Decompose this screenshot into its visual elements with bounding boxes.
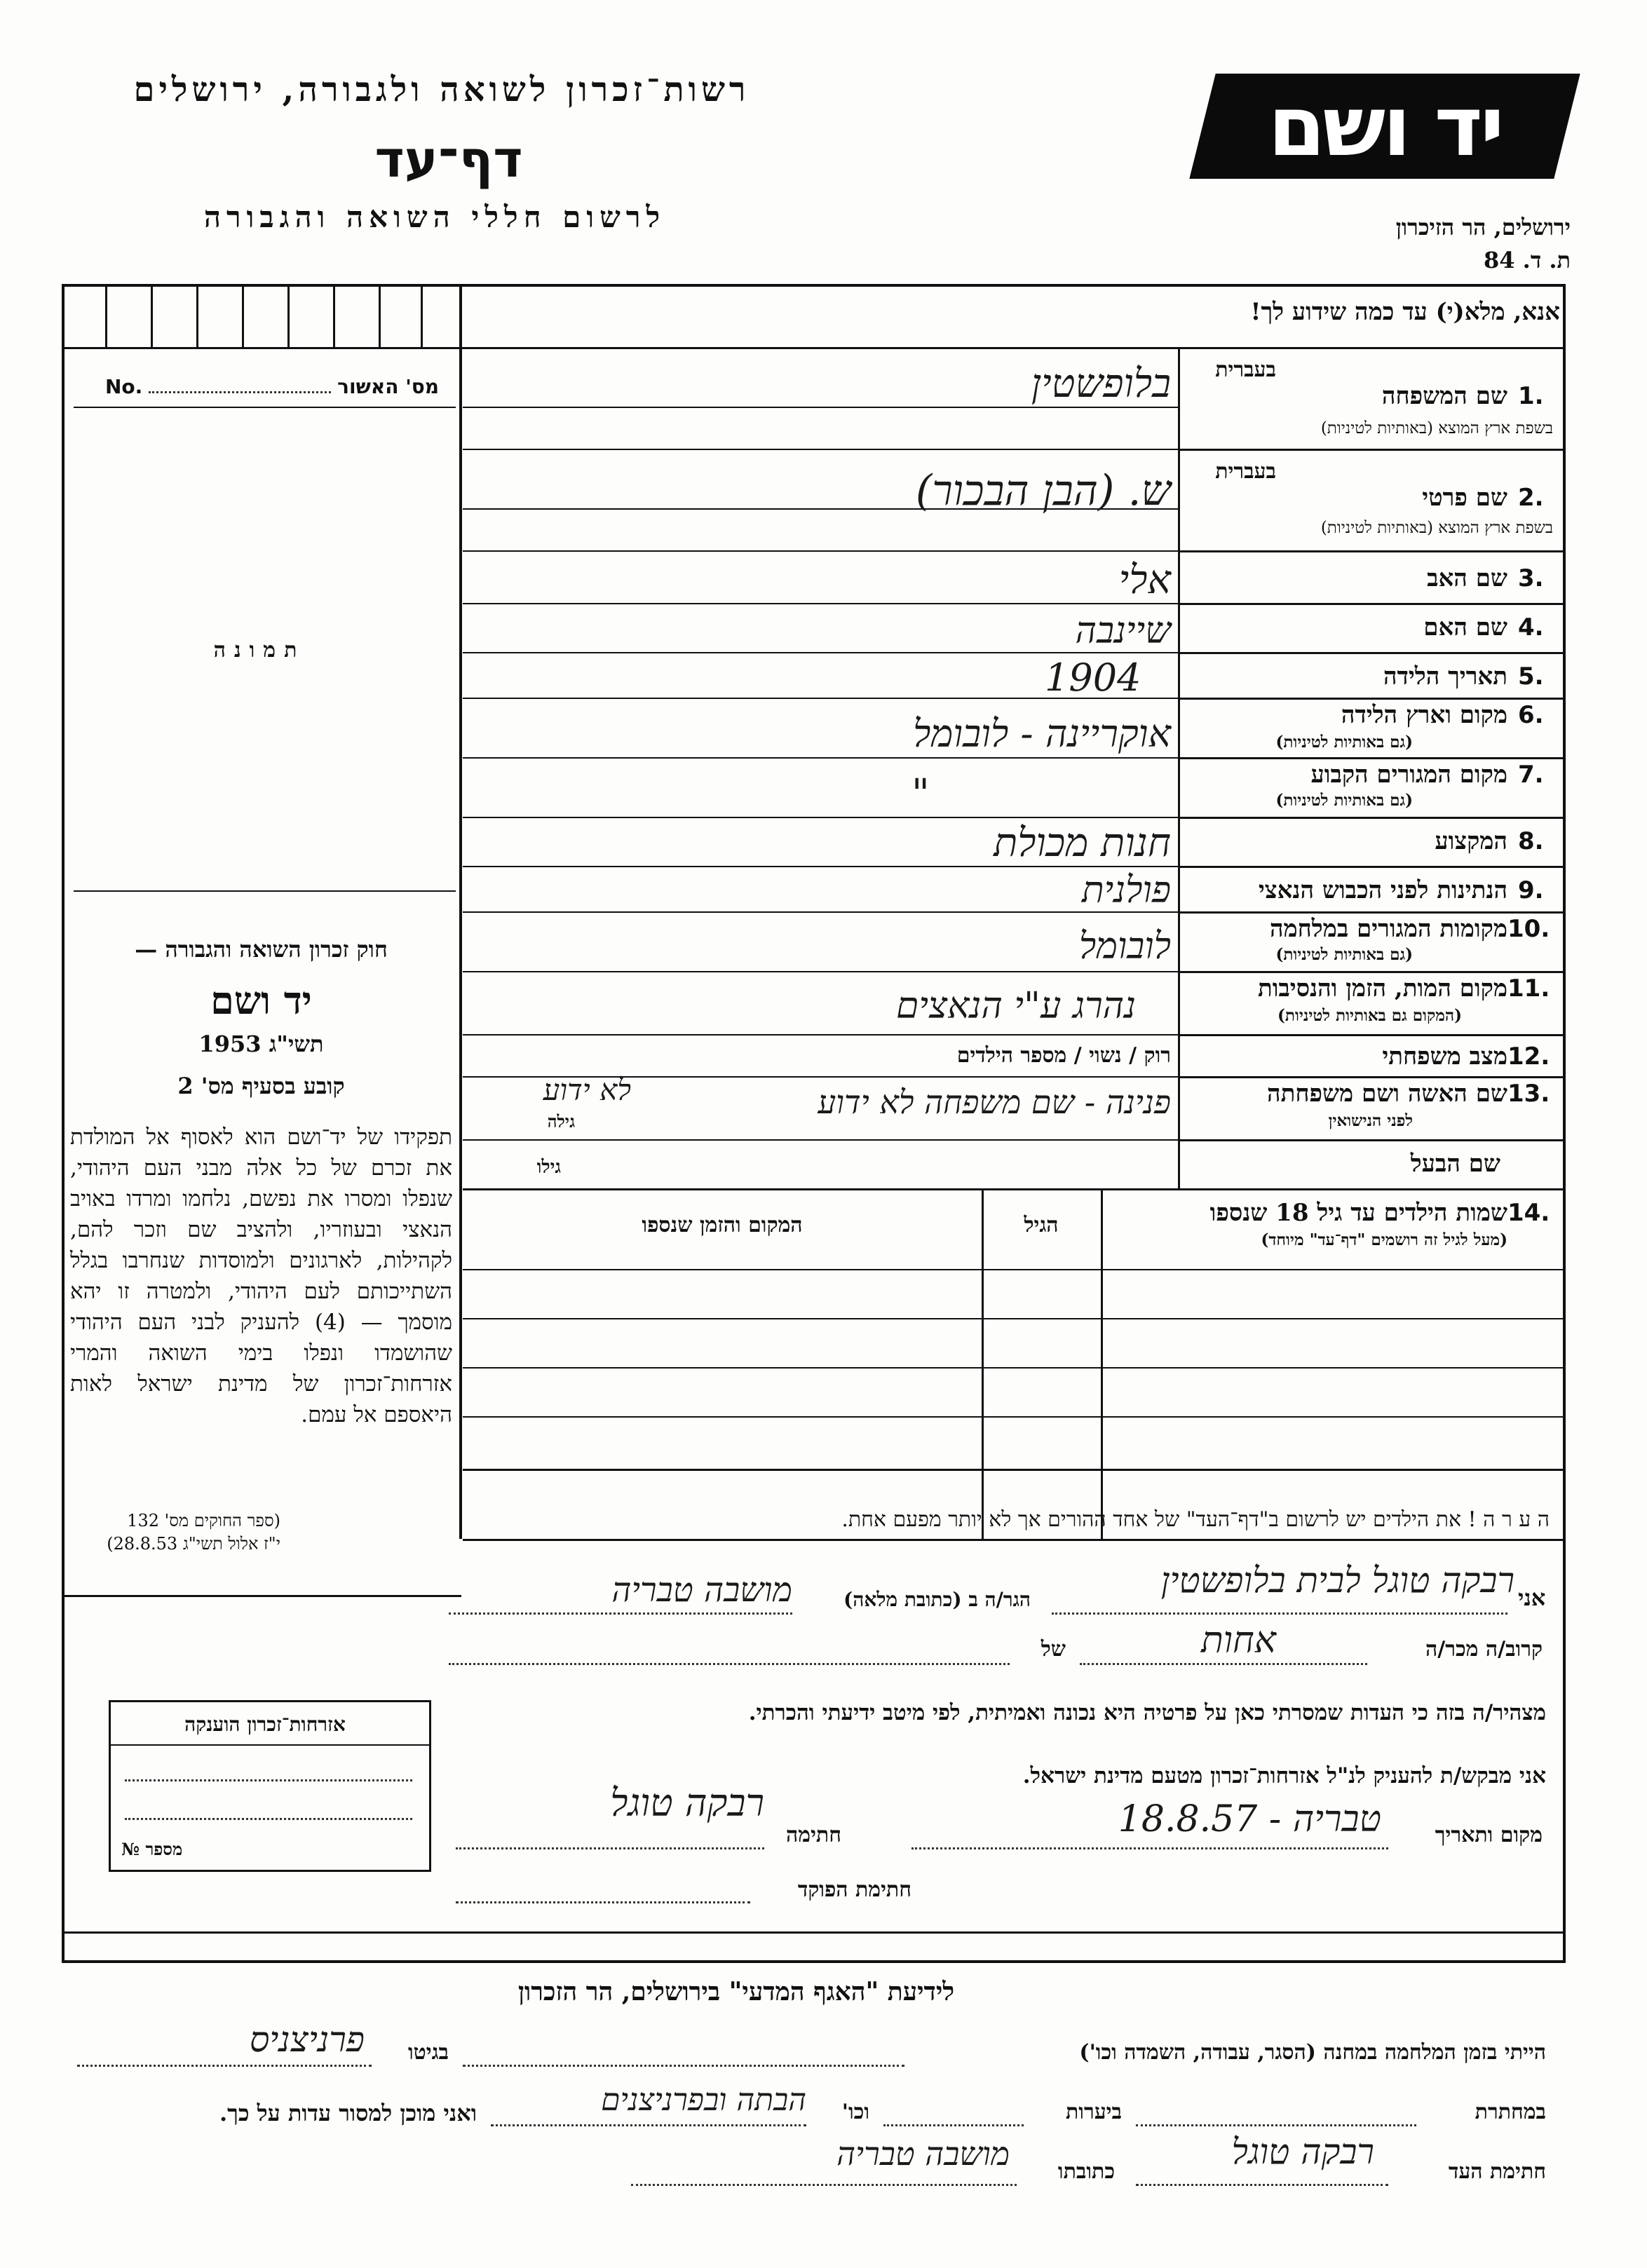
field-2-num: 2. — [1518, 484, 1544, 512]
field-1-title: שם המשפחה — [1381, 382, 1507, 410]
field-8-value[interactable]: חנות מכולת — [994, 820, 1171, 866]
instruction-text: אנא, מלא(י) עד כמה שידוע לך! — [1250, 298, 1560, 326]
field-10-sub: (גם באותיות לטיניות) — [1275, 945, 1413, 964]
bottom-ghetto-label: בגיטו — [407, 2040, 449, 2065]
field-4-value[interactable]: שיינבה — [1075, 610, 1171, 652]
law-line-2: יד ושם — [210, 978, 312, 1023]
declaration-place-date-value[interactable]: טבריה - 18.8.57 — [1118, 1798, 1381, 1840]
field-13-num: 13. — [1507, 1080, 1550, 1108]
law-line-1: חוק זכרון השואה והגבורה — — [135, 936, 388, 963]
declaration-address-value[interactable]: מושבה טבריה — [611, 1570, 792, 1610]
bottom-etc-value[interactable]: הבתה ובפרניצנים — [601, 2082, 806, 2118]
field-13-age-value[interactable]: לא ידוע — [543, 1073, 631, 1107]
field-2-value[interactable]: ש. (הבן הבכור) — [915, 466, 1171, 515]
field-1-sub: בשפת ארץ המוצא (באותיות לטיניות) — [1320, 419, 1553, 437]
field-11-sub: (המקום גם באותיות לטיניות) — [1277, 1006, 1462, 1025]
citizenship-number-label: מספר № — [121, 1839, 183, 1859]
bottom-witness-sig-label: חתימת העד — [1448, 2159, 1546, 2184]
field-3-value[interactable]: אלי — [1118, 557, 1171, 603]
bottom-partisans-label: במחתרת — [1475, 2100, 1546, 2124]
children-sub: (מעל לגיל זה רושמים "דף־עד" מיוחד) — [1261, 1230, 1507, 1249]
field-11-title: מקום המות, הזמן והנסיבות — [1257, 975, 1507, 1003]
reg-no-label-latin: No. — [105, 375, 143, 398]
field-2-lang: בעברית — [1215, 459, 1276, 484]
address-line-2: ת. ד. 84 — [1484, 247, 1571, 273]
declaration-relation-value[interactable]: אחות — [1201, 1619, 1276, 1662]
field-5-num: 5. — [1518, 663, 1544, 691]
bottom-forests-label: ביערות — [1065, 2100, 1122, 2124]
field-10-num: 10. — [1507, 915, 1550, 943]
field-11-num: 11. — [1507, 975, 1550, 1003]
law-body: תפקידו של יד־ושם הוא לאסוף אל המולדת את זכרם של כל אלה מבני העם היהודי, שנפלו ומסרו את נפשם, נלחמו ומרדו באויב הנאצי ובעוזריו, ולהציב שם וזכר להם, לקהילות, לארגונים ולמוסדות שנחרבו בגלל השתייכותם לעם היהודי, ולמטרה זו יהא מוסמך — (4) להעניק לבני העם היהודי שהושמדו ונפלו בימי השואה והמרי אזרחות־זכרון של מדינת ישראל לאות היאספם אל עמם. — [70, 1125, 452, 1427]
reg-no — [105, 375, 449, 398]
field-3-num: 3. — [1518, 564, 1544, 592]
declaration-request: אני מבקש/ת להעניק לנ"ל אזרחות־זכרון מטעם מדינת ישראל. — [1022, 1763, 1546, 1788]
yad-vashem-logo — [1189, 74, 1580, 179]
field-7-title: מקום המגורים הקבוע — [1310, 761, 1507, 789]
bottom-witness-sig-value[interactable]: רבקה טוגל — [1231, 2131, 1374, 2172]
officer-sign-label: חתימת הפוקד — [797, 1877, 911, 1902]
field-5-value[interactable]: 1904 — [1045, 656, 1141, 700]
logo-text: יד ושם — [1268, 78, 1502, 175]
citizenship-box-title: אזרחות־זכרון הוענקה — [184, 1713, 346, 1736]
children-note: ה ע ר ה ! את הילדים יש לרשום ב"דף־העד" של אחד ההורים אך לא יותר מפעם אחת. — [841, 1507, 1550, 1532]
field-3-title: שם האב — [1427, 564, 1507, 592]
citizenship-box — [109, 1700, 431, 1872]
bottom-address-label: כתובתו — [1057, 2159, 1115, 2184]
field-2-title: שם פרטי — [1422, 484, 1507, 512]
field-4-title: שם האם — [1423, 613, 1507, 641]
declaration-relation-label: קרוב/ה מכר/ה — [1425, 1637, 1543, 1662]
field-12-title: מצב משפחתי — [1382, 1043, 1507, 1071]
declaration-gar-label: הגר/ה ב (כתובת מלאה) — [843, 1588, 1031, 1611]
address-line-1: ירושלים, הר הזיכרון — [1395, 214, 1571, 240]
field-7-sub: (גם באותיות לטיניות) — [1275, 791, 1413, 810]
field-6-num: 6. — [1518, 701, 1544, 729]
bottom-etc-label: וכו' — [841, 2100, 869, 2124]
law-line-4: קובע בסעיף מס' 2 — [177, 1073, 345, 1099]
declaration-place-date-label: מקום ותאריך — [1435, 1823, 1543, 1847]
declaration-shel: של — [1041, 1637, 1066, 1662]
husband-age-label: גילו — [536, 1157, 561, 1178]
field-12-num: 12. — [1507, 1043, 1550, 1071]
field-13-value[interactable]: פנינה - שם משפחה לא ידוע — [818, 1083, 1171, 1121]
bottom-title: לידיעת "האגף המדעי" בירושלים, הר הזכרון — [517, 1977, 955, 2006]
declaration-ani: אני — [1518, 1584, 1546, 1611]
field-9-num: 9. — [1518, 876, 1544, 904]
field-9-value[interactable]: פולנית — [1081, 869, 1171, 911]
field-11-value[interactable]: נהרג ע"י הנאצים — [895, 985, 1136, 1027]
declaration-statement: מצהיר/ה בזה כי העדות שמסרתי כאן על פרטיה היא נכונה ואמיתית, לפי מיטב ידיעתי והכרתי. — [748, 1700, 1546, 1725]
law-ref-2: י"ז אלול תשי"ג 28.8.53) — [107, 1534, 280, 1554]
bottom-address-value[interactable]: מושבה טבריה — [836, 2135, 1010, 2173]
form-title: דף־עד — [374, 130, 523, 189]
bottom-ready: ואני מוכן למסור עדות על כך. — [219, 2100, 477, 2126]
children-num: 14. — [1507, 1199, 1550, 1227]
field-7-num: 7. — [1518, 761, 1544, 789]
field-10-title: מקומות המגורים במלחמה — [1269, 915, 1507, 943]
field-5-title: תאריך הלידה — [1383, 663, 1507, 691]
field-2-sub: בשפת ארץ המוצא (באותיות לטיניות) — [1320, 519, 1553, 537]
authority-title: רשות־זכרון לשואה ולגבורה, ירושלים — [133, 70, 750, 109]
field-6-value[interactable]: אוקריינה - לובומל — [913, 712, 1171, 756]
field-9-title: הנתינות לפני הכבוש הנאצי — [1258, 876, 1507, 904]
bottom-ghetto-value[interactable]: פרניצניס — [249, 2019, 365, 2060]
field-1-num: 1. — [1518, 382, 1544, 410]
field-13-title: שם האשה ושם משפחתה — [1267, 1080, 1507, 1108]
field-8-title: המקצוע — [1435, 827, 1507, 855]
law-ref-1: (ספר החוקים מס' 132 — [127, 1511, 280, 1530]
field-8-num: 8. — [1518, 827, 1544, 855]
form-subtitle: לרשום חללי השואה והגבורה — [203, 200, 666, 234]
children-col-age: הגיל — [1024, 1213, 1059, 1237]
field-1-value[interactable]: בלופשטין — [1031, 361, 1171, 407]
husband-label: שם הבעל — [1410, 1150, 1500, 1178]
field-13-sub: לפני הנישואין — [1328, 1111, 1413, 1130]
reg-no-label: מס' האשור — [337, 375, 440, 398]
field-1-lang: בעברית — [1215, 358, 1276, 382]
declaration-signature-value[interactable]: רבקה טוגל — [610, 1781, 764, 1825]
children-col-place: המקום והזמן שנספו — [642, 1213, 803, 1237]
field-10-value[interactable]: לובומל — [1078, 925, 1171, 967]
bottom-camp-label: הייתי בזמן המלחמה במחנה (הסגר, עבודה, השמדה וכו') — [1079, 2040, 1546, 2065]
field-13-age-label: גילה — [547, 1111, 575, 1132]
field-12-options[interactable]: רוק / נשוי / מספר הילדים — [956, 1043, 1171, 1068]
field-6-sub: (גם באותיות לטיניות) — [1275, 733, 1413, 752]
photo-label: תמונה — [213, 638, 306, 663]
declaration-signature-label: חתימה — [786, 1823, 841, 1847]
declaration-name-value[interactable]: רבקה טוגל לבית בלופשטין — [1160, 1560, 1514, 1601]
law-line-3: תשי"ג 1953 — [198, 1031, 324, 1057]
children-title: שמות הילדים עד גיל 18 שנספו — [1209, 1199, 1507, 1227]
field-6-title: מקום וארץ הלידה — [1341, 701, 1507, 729]
field-7-value[interactable]: " — [911, 771, 930, 817]
field-4-num: 4. — [1518, 613, 1544, 641]
